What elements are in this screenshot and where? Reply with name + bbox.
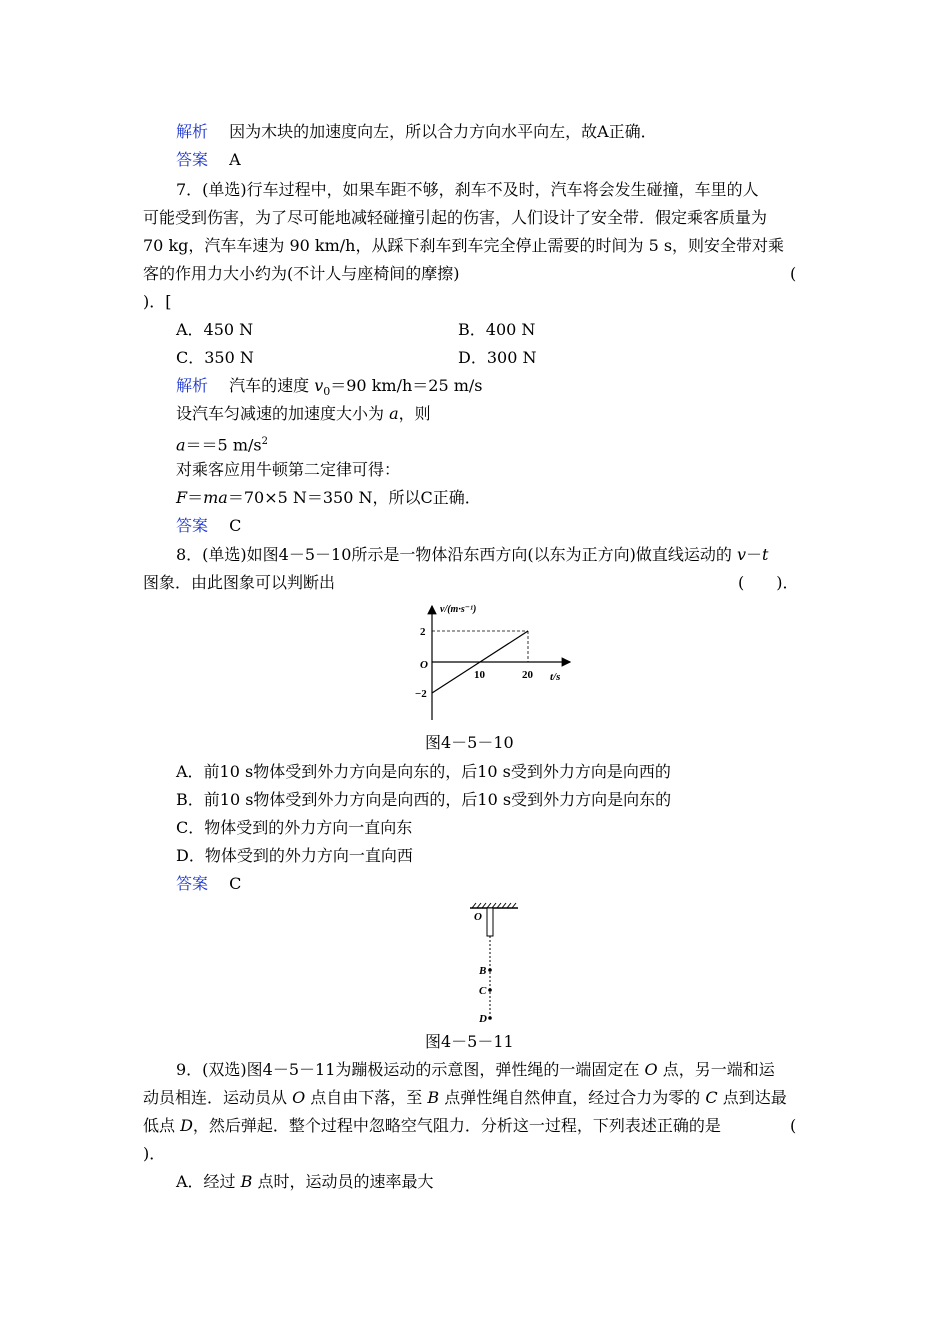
anchor-block (487, 908, 493, 936)
label-d: D (479, 1013, 487, 1025)
q8-l1-v: v (736, 545, 747, 564)
q7-analysis-l2-var: a (389, 404, 399, 423)
q9-l1-o: O (644, 1060, 658, 1079)
q7-analysis-l5-post: ＝70×5 N＝350 N，所以C正确． (227, 488, 481, 507)
q9-l3-pre: 低点 (143, 1116, 181, 1135)
q7-option-d: D．300 N (458, 348, 537, 367)
q6-answer-line (176, 150, 241, 170)
q7-analysis-l3-sup: 2 (261, 436, 268, 447)
x-tick-label-20: 20 (522, 669, 533, 681)
y-tick-label-0: 2 (420, 626, 426, 638)
q9-l1-post: 点，另一端和运 (657, 1060, 775, 1079)
q7-analysis-v0-sub: 0 (323, 385, 331, 399)
q9-l1-pre: 9．(双选)图4－5－11为蹦极运动的示意图，弹性绳的一端固定在 (176, 1060, 645, 1079)
y-tick-label-1: −2 (415, 688, 427, 700)
q8-option-c: C．物体受到的外力方向一直向东 (176, 818, 413, 837)
vt-chart (400, 600, 600, 726)
q7-answer-line (176, 516, 241, 536)
q7-analysis-l1-post: ＝90 km/h＝25 m/s (330, 376, 483, 395)
chart-y-label: v/(m·s⁻¹) (440, 604, 477, 615)
q7-answer: C (229, 516, 242, 535)
q6-analysis-label: 解析 (176, 122, 209, 141)
q9-option-a (176, 1172, 434, 1192)
x-tick-label-10: 10 (474, 669, 485, 681)
point-c-dot (488, 988, 492, 992)
label-c: C (479, 985, 487, 997)
q8-option-b: B．前10 s物体受到外力方向是向西的，后10 s受到外力方向是向东的 (176, 790, 672, 809)
q8-option-a: A．前10 s物体受到外力方向是向东的，后10 s受到外力方向是向西的 (176, 762, 671, 781)
q7-analysis-label: 解析 (176, 376, 209, 395)
q7-analysis-line3 (176, 432, 268, 455)
q8-option-d: D．物体受到的外力方向一直向西 (176, 846, 413, 865)
q8-l1-t: t (762, 545, 769, 564)
q7-analysis-line2 (176, 404, 431, 424)
q7-analysis-F: F (176, 488, 188, 507)
q9-l2-o: O (292, 1088, 306, 1107)
q9-l3-post: ，然后弹起．整个过程中忽略空气阻力．分析这一过程，下列表述正确的是 (192, 1116, 721, 1135)
q7-option-b: B．400 N (458, 320, 536, 339)
bungee-diagram (460, 900, 540, 1030)
q8-answer: C (229, 874, 242, 893)
q7-stem-line4: 客的作用力大小约为(不计人与座椅间的摩擦) (143, 264, 460, 283)
q7-stem-line2: 可能受到伤害，为了尽可能地减轻碰撞引起的伤害，人们设计了安全带．假定乘客质量为 (143, 208, 768, 227)
q9-stem-line1 (176, 1060, 775, 1080)
q6-answer: A (229, 150, 241, 169)
q9-l2-c: C (705, 1088, 718, 1107)
q8-l1-pre: 8．(单选)如图4－5－10所示是一物体沿东西方向(以东为正方向)做直线运动的 (176, 545, 737, 564)
chart-x-label: t/s (550, 671, 561, 683)
q8-stem-line1 (176, 545, 768, 565)
fig10-caption: 图4－5－10 (425, 733, 514, 752)
q8-paren: ( )． (738, 573, 799, 592)
q7-analysis-line5 (176, 488, 481, 508)
point-d-dot (488, 1016, 492, 1020)
q8-answer-line (176, 874, 241, 894)
q7-stem-line5: )．[ (143, 292, 172, 311)
q6-answer-label: 答案 (176, 150, 209, 169)
q8-l1-dash: － (746, 545, 763, 564)
q9-l2-mid2: 点弹性绳自然伸直，经过合力为零的 (439, 1088, 706, 1107)
q9-stem-line4: )． (143, 1144, 166, 1163)
q9-l2-mid: 点自由下落，至 (305, 1088, 428, 1107)
q6-analysis-line (176, 122, 657, 142)
point-b-dot (488, 968, 492, 972)
label-b: B (479, 965, 487, 977)
q7-analysis-l3-post: ＝＝5 m/s (185, 435, 262, 455)
q9-l2-post: 点到达最 (717, 1088, 787, 1107)
q7-option-c: C．350 N (176, 348, 254, 367)
q9-stem-line2 (143, 1088, 787, 1108)
chart-origin-label: O (420, 659, 428, 671)
q7-analysis-eq: ＝ (187, 488, 204, 507)
q9-stem-line3 (143, 1116, 721, 1136)
q7-analysis-ma: ma (203, 488, 228, 507)
q7-stem-line3: 70 kg，汽车车速为 90 km/h，从踩下刹车到车完全停止需要的时间为 5 s，则安全带对乘 (143, 236, 785, 255)
q9-l2-b: B (427, 1088, 440, 1107)
q7-analysis-l1-pre: 汽车的速度 (229, 376, 315, 395)
q7-analysis-l2-post: ，则 (398, 404, 431, 423)
q7-analysis-v0: v (314, 376, 324, 395)
q8-stem-line2: 图象．由此图象可以判断出 (143, 573, 336, 592)
q7-paren-open: ( (790, 264, 797, 283)
q9-paren-open: ( (790, 1116, 797, 1135)
q6-analysis-text: 因为木块的加速度向左，所以合力方向水平向左，故A正确． (229, 122, 657, 141)
q7-answer-label: 答案 (176, 516, 209, 535)
q7-analysis-line1 (176, 376, 482, 402)
q7-analysis-l2-pre: 设汽车匀减速的加速度大小为 (176, 404, 390, 423)
q9-opt-a-b: B (240, 1172, 253, 1191)
label-o: O (474, 911, 482, 923)
q8-answer-label: 答案 (176, 874, 209, 893)
q9-opt-a-pre: A．经过 (176, 1172, 241, 1191)
q7-stem-line1: 7．(单选)行车过程中，如果车距不够，刹车不及时，汽车将会发生碰撞，车里的人 (176, 180, 759, 199)
q7-analysis-line4: 对乘客应用牛顿第二定律可得： (176, 460, 401, 479)
q9-opt-a-post: 点时，运动员的速率最大 (252, 1172, 434, 1191)
fig11-caption: 图4－5－11 (425, 1032, 514, 1051)
q9-l2-pre: 动员相连．运动员从 (143, 1088, 293, 1107)
q7-analysis-l3-var: a (176, 435, 186, 455)
q7-option-a: A．450 N (176, 320, 254, 339)
q9-l3-d: D (180, 1116, 193, 1135)
